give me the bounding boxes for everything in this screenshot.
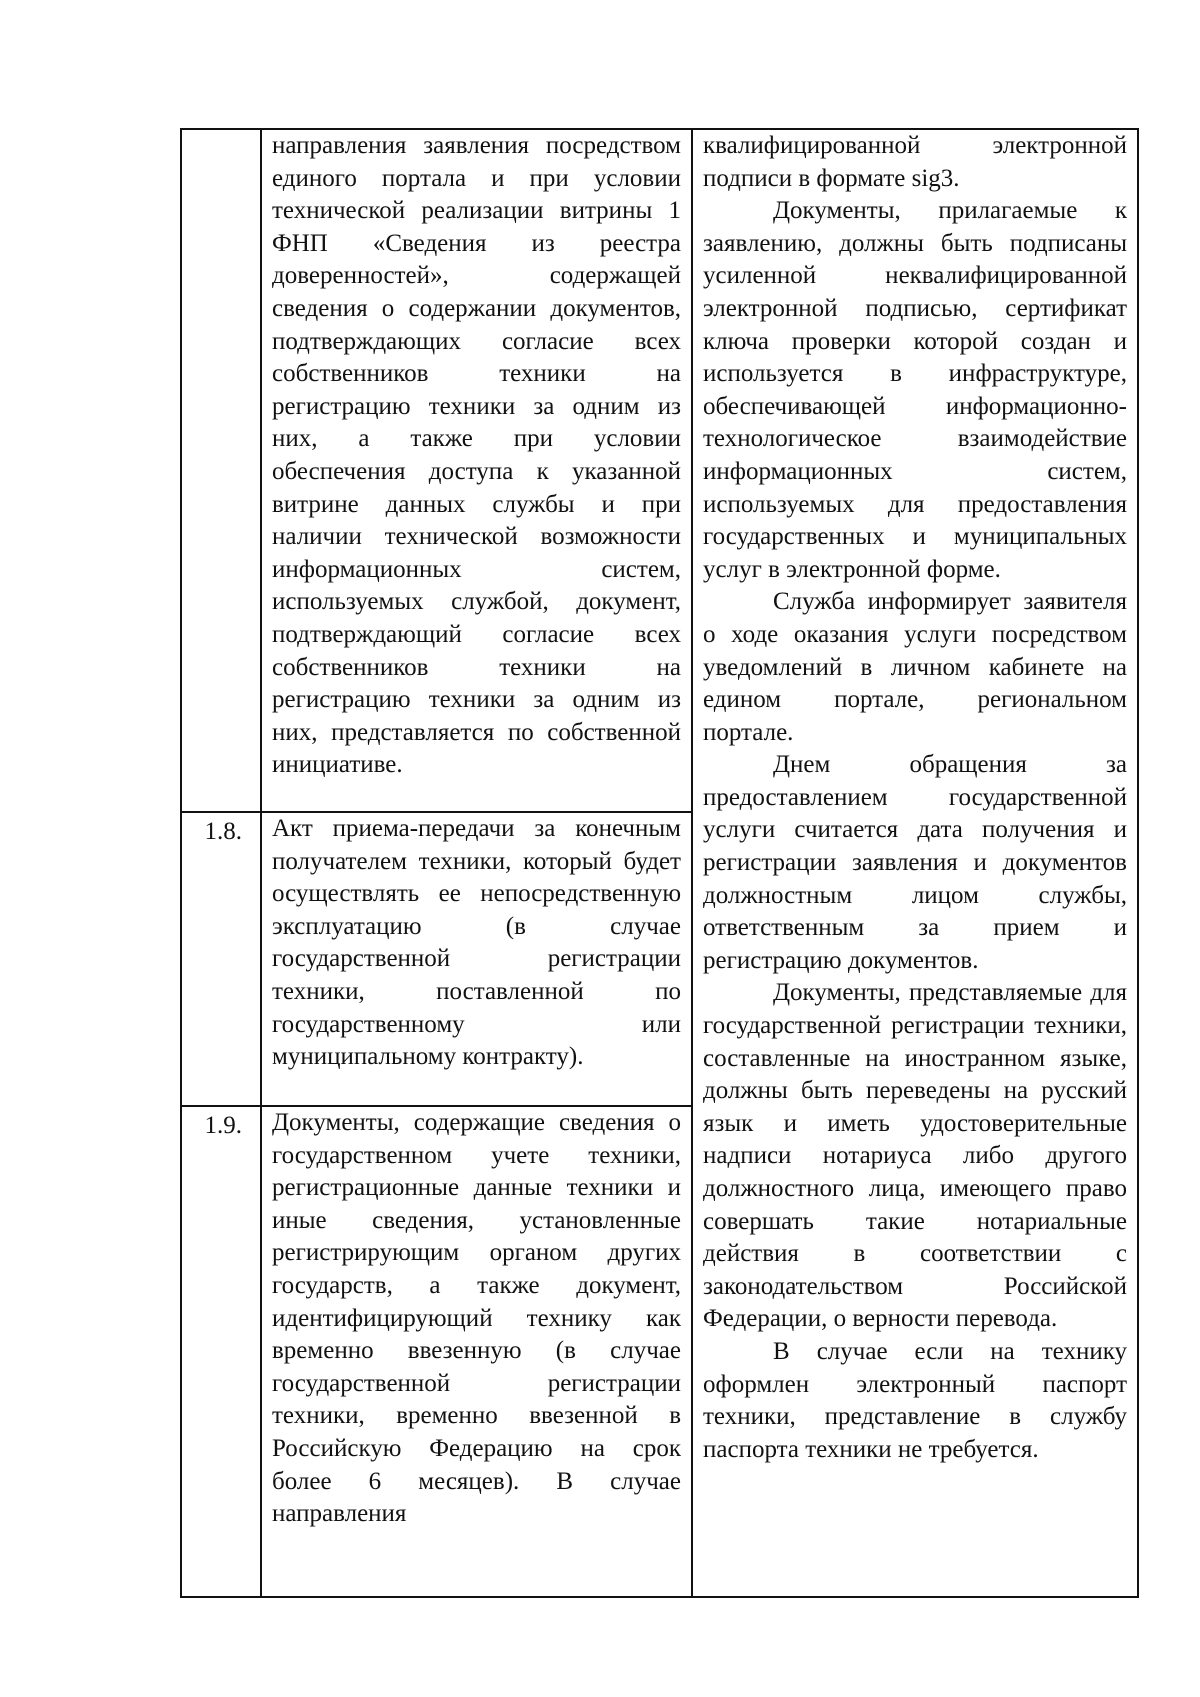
row-number: 1.8. — [181, 812, 261, 1106]
procedure-paragraph: Документы, прилагаемые к заявлению, должны быть подписаны усиленной неквалифицированной электронной подписью, сертификат ключа проверки которой создан и используется в инфраструктуре, обеспечивающей информационно-технологическое взаимодействие информационных систем, используемых для предоставления государственных и муниципальных услуг в электронной форме. — [703, 197, 1127, 583]
procedure-paragraph: Днем обращения за предоставлением государственной услуги считается дата получения и регистрации заявления и документов должностным лицом службы, ответственным за прием и регистрацию документов. — [703, 751, 1127, 974]
procedure-paragraph: В случае если на технику оформлен электронный паспорт техники, представление в службу паспорта техники не требуется. — [703, 1337, 1127, 1463]
document-description-text: Документы, содержащие сведения о государственном учете техники, регистрационные данные техники и иные сведения, установленные регистрирующим органом других государств, а также документ, идентифицирующий технику как временно ввезенную (в случае государственной регистрации техники, временно ввезенной в Российскую Федерацию на срок более 6 месяцев). В случае направления — [272, 1109, 681, 1528]
document-description — [261, 1106, 692, 1597]
requirements-table — [180, 128, 1139, 1598]
procedure-notes — [692, 129, 1138, 1597]
document-description — [261, 812, 692, 1106]
document-description-text: Акт приема-передачи за конечным получателем техники, который будет осуществлять ее непосредственную эксплуатацию (в случае государственной регистрации техники, поставленной по государственному или муниципальному контракту). — [272, 815, 681, 1071]
table-row — [181, 129, 1138, 812]
procedure-paragraph: квалифицированной электронной подписи в формате sig3. — [703, 132, 1127, 192]
procedure-paragraph: Служба информирует заявителя о ходе оказания услуги посредством уведомлений в личном кабинете на едином портале, региональном портале. — [703, 588, 1127, 746]
document-description — [261, 129, 692, 812]
document-description-text: направления заявления посредством единого портала и при условии технической реализации витрины 1 ФНП «Сведения из реестра доверенностей», содержащей сведения о содержании документов, подтверждающих согласие всех собственников техники на регистрацию техники за одним из них, а также при условии обеспечения доступа к указанной витрине данных службы и при наличии технической возможности информационных систем, используемых службой, документ, подтверждающий согласие всех собственников техники на регистрацию техники за одним из них, представляется по собственной инициативе. — [272, 132, 681, 779]
row-number — [181, 129, 261, 812]
row-number: 1.9. — [181, 1106, 261, 1597]
procedure-paragraph: Документы, представляемые для государственной регистрации техники, составленные на иностранном языке, должны быть переведены на русский язык и иметь удостоверительные надписи нотариуса либо другого должностного лица, имеющего право совершать такие нотариальные действия в соответствии с законодательством Российской Федерации, о верности перевода. — [703, 979, 1127, 1333]
